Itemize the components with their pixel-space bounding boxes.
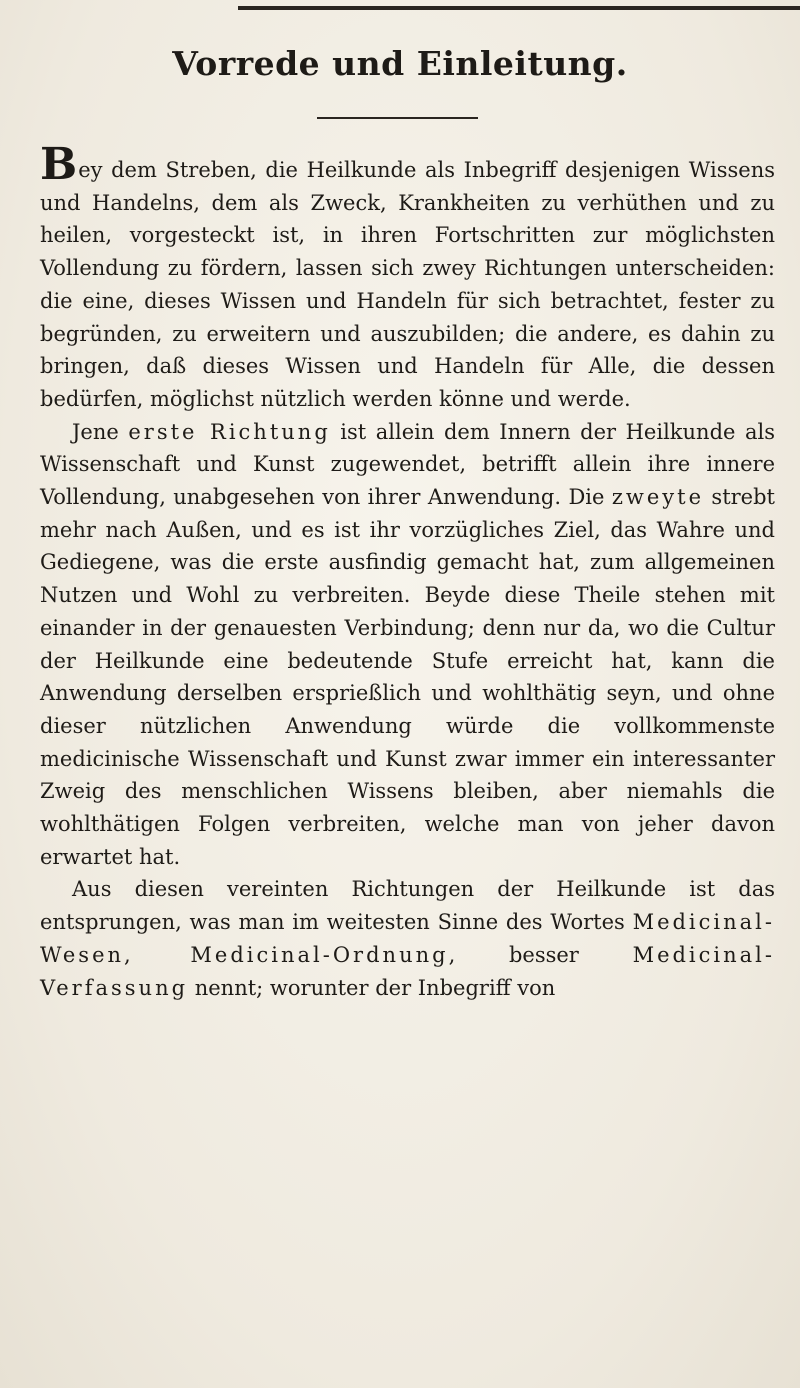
heading-divider	[317, 117, 478, 119]
text-run: Jene	[72, 419, 129, 444]
paragraph-1	[40, 139, 775, 416]
top-rule	[238, 6, 800, 10]
page-heading: Vorrede und Einleitung.	[172, 44, 628, 83]
text-run: Aus diesen vereinten Richtungen der Heilkunde ist das entsprungen, was man im weitesten Sinne des Wortes	[40, 877, 775, 935]
paragraph-2	[40, 416, 775, 874]
emphasis-run: erste Richtung	[128, 419, 331, 444]
emphasis-run: Medicinal-Verfassung	[40, 942, 775, 1000]
initial-letter: B	[40, 139, 78, 190]
text-run: strebt mehr nach Außen, und es ist ihr vorzügliches Ziel, das Wahre und Gediegene, was die erste ausfindig gemacht hat, zum allgemeinen Nutzen und Wohl zu verbreiten. Beyde diese Theile stehen mit einander in der genauesten Verbindung; denn nur da, wo die Cultur der Heilkunde eine bedeutende Stufe erreicht hat, kann die Anwendung derselben ersprießlich und wohlthätig seyn, und ohne dieser nützlichen Anwendung würde die vollkommenste medicinische Wissenschaft und Kunst zwar immer ein interessanter Zweig des menschlichen Wissens bleiben, aber niemahls die wohlthätigen Folgen verbreiten, welche man von jeher davon erwartet hat.	[40, 485, 775, 869]
emphasis-run: Medicinal-Wesen, Medicinal-Ordnung	[40, 910, 775, 967]
emphasis-run: zweyte	[611, 485, 705, 510]
body-text	[40, 139, 775, 1004]
paragraph-3	[40, 873, 775, 1004]
text-run: ist allein dem Innern der Heilkunde als Wissenschaft und Kunst zugewendet, betrifft allein ihre innere Vollendung, unabgesehen von ihrer Anwendung. Die	[40, 419, 775, 510]
text-run: nennt; worunter der Inbegriff von	[188, 975, 556, 1000]
text-run: , besser	[448, 942, 633, 967]
paragraph-1-text: ey dem Streben, die Heilkunde als Inbegriff desjenigen Wissens und Handelns, dem als Zweck, Krankheiten zu verhüthen und zu heilen, vorgesteckt ist, in ihren Fortschritten zur möglichsten Vollendung zu fördern, lassen sich zwey Richtungen unterscheiden: die eine, dieses Wissen und Handeln für sich betrachtet, fester zu begründen, zu erweitern und auszubilden; die andere, es dahin zu bringen, daß dieses Wissen und Handeln für Alle, die dessen bedürfen, möglichst nützlich werden könne und werde.	[40, 158, 775, 411]
